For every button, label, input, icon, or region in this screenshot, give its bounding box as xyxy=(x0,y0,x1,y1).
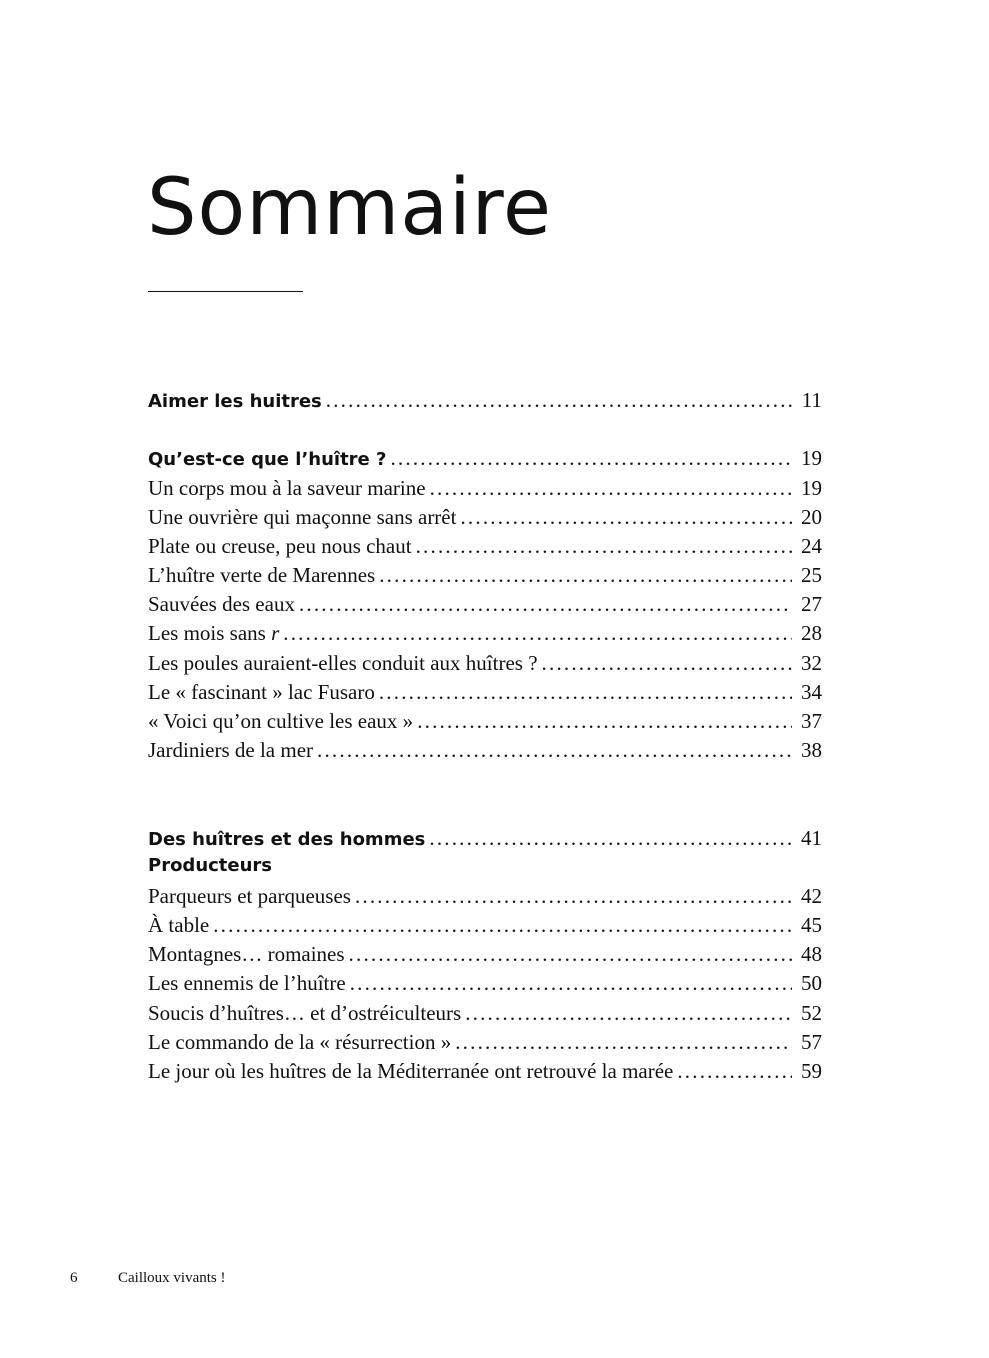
toc-entry xyxy=(148,942,822,972)
toc-entry xyxy=(148,1059,822,1089)
toc-entry xyxy=(148,388,822,418)
toc-dot-leader xyxy=(379,563,792,588)
toc-dot-leader xyxy=(299,592,792,617)
toc-entry-page: 50 xyxy=(801,971,822,995)
toc-italic-letter: r xyxy=(271,621,280,645)
toc-entry xyxy=(148,826,822,856)
toc-dot-leader xyxy=(213,913,792,938)
toc-entry-page: 34 xyxy=(801,680,822,704)
toc-entry-title: Une ouvrière qui maçonne sans arrêt xyxy=(148,505,457,529)
toc-entry-page: 11 xyxy=(801,388,822,412)
toc-entry-page: 42 xyxy=(801,884,822,908)
toc-entry xyxy=(148,884,822,914)
toc-entry-page: 52 xyxy=(801,1001,822,1025)
toc-entry-title: Plate ou creuse, peu nous chaut xyxy=(148,534,412,558)
title-underline xyxy=(148,291,303,292)
toc-entry xyxy=(148,476,822,506)
toc-dot-leader xyxy=(349,942,792,967)
toc-entry-title: Le jour où les huîtres de la Méditerranée ont retrouvé la marée xyxy=(148,1059,674,1083)
toc-entry-page: 57 xyxy=(801,1030,822,1054)
toc-entry xyxy=(148,563,822,593)
toc-dot-leader xyxy=(677,1059,792,1084)
toc-entry xyxy=(148,1030,822,1060)
toc-entry-title: Le commando de la « résurrection » xyxy=(148,1030,452,1054)
toc-entry-title: Les poules auraient-elles conduit aux huîtres ? xyxy=(148,651,538,675)
toc-entry-title: Qu’est-ce que l’huître ? xyxy=(148,449,387,470)
toc-entry-title: À table xyxy=(148,913,210,937)
footer-page-number: 6 xyxy=(70,1270,78,1286)
toc-dot-leader xyxy=(326,388,792,413)
toc-dot-leader xyxy=(379,680,792,705)
toc-dot-leader xyxy=(355,884,792,909)
toc-dot-leader xyxy=(430,476,792,501)
toc-entry-page: 19 xyxy=(801,446,822,470)
toc-entry-title: Aimer les huitres xyxy=(148,391,322,412)
toc-entry-page: 48 xyxy=(801,942,822,966)
toc-entry-title: « Voici qu’on cultive les eaux » xyxy=(148,709,414,733)
toc-entry-page: 25 xyxy=(801,563,822,587)
toc-dot-leader xyxy=(350,971,792,996)
toc-entry-page: 37 xyxy=(801,709,822,733)
toc-entry-page: 32 xyxy=(801,651,822,675)
toc-entry xyxy=(148,709,822,739)
toc-entry-title: Des huîtres et des hommes xyxy=(148,829,426,850)
toc-entry xyxy=(148,651,822,681)
toc-entry-title: Montagnes… romaines xyxy=(148,942,345,966)
toc-entry-page: 41 xyxy=(801,826,822,850)
toc-entry-page: 59 xyxy=(801,1059,822,1083)
toc-entry xyxy=(148,505,822,535)
toc-entry-title: Les ennemis de l’huître xyxy=(148,971,346,995)
toc-entry-title: Sauvées des eaux xyxy=(148,592,295,616)
toc-dot-leader xyxy=(317,738,792,763)
toc-dot-leader xyxy=(390,446,792,471)
toc-entry xyxy=(148,913,822,943)
toc-entry xyxy=(148,855,822,885)
toc-entry-title: Un corps mou à la saveur marine xyxy=(148,476,426,500)
toc-entry-title: Producteurs xyxy=(148,855,273,876)
toc-entry-page: 28 xyxy=(801,621,822,645)
toc-entry-page: 38 xyxy=(801,738,822,762)
toc-entry-page: 24 xyxy=(801,534,822,558)
toc-dot-leader xyxy=(417,709,792,734)
toc-entry xyxy=(148,680,822,710)
toc-entry-page: 20 xyxy=(801,505,822,529)
footer-book-title: Cailloux vivants ! xyxy=(118,1270,226,1286)
toc-dot-leader xyxy=(429,826,792,851)
toc-entry-page: 19 xyxy=(801,476,822,500)
toc-entry xyxy=(148,738,822,768)
toc-entry xyxy=(148,592,822,622)
toc-dot-leader xyxy=(283,621,792,646)
toc-dot-leader xyxy=(455,1030,792,1055)
toc-dot-leader xyxy=(460,505,792,530)
toc-entry xyxy=(148,621,822,651)
toc-entry-title: Parqueurs et parqueuses xyxy=(148,884,351,908)
toc-entry-title: Soucis d’huîtres… et d’ostréiculteurs xyxy=(148,1001,462,1025)
toc-entry xyxy=(148,534,822,564)
page-title: Sommaire xyxy=(147,163,553,253)
toc-entry-title: Le « fascinant » lac Fusaro xyxy=(148,680,375,704)
toc-entry xyxy=(148,446,822,476)
toc-dot-leader xyxy=(416,534,792,559)
toc-entry-title: Jardiniers de la mer xyxy=(148,738,314,762)
toc-entry xyxy=(148,971,822,1001)
toc-entry xyxy=(148,1001,822,1031)
toc-entry-page: 45 xyxy=(801,913,822,937)
toc-entry-title: Les mois sans r xyxy=(148,621,280,645)
toc-entry-title: L’huître verte de Marennes xyxy=(148,563,376,587)
toc-dot-leader xyxy=(542,651,792,676)
toc-entry-page: 27 xyxy=(801,592,822,616)
toc-dot-leader xyxy=(465,1001,792,1026)
